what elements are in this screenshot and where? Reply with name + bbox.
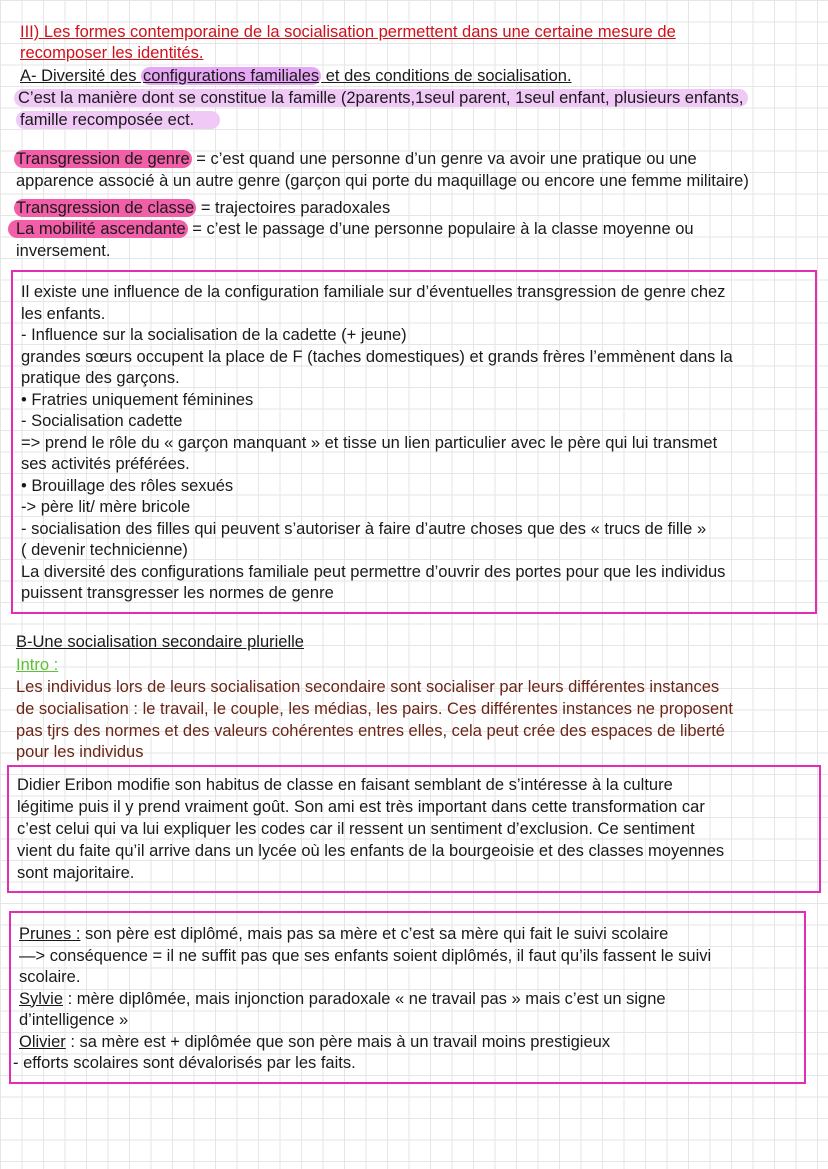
section-a-definition-line-1 <box>14 88 748 110</box>
intro-line: pour les individus <box>16 743 144 761</box>
box2-line: sont majoritaire. <box>17 864 135 882</box>
efforts-line: - efforts scolaires sont dévalorisés par les faits. <box>13 1054 356 1072</box>
box2-line: légitime puis il y prend vraiment goût. Son ami est très important dans cette transformation car <box>17 798 705 816</box>
intro-label: Intro : <box>16 656 59 674</box>
box1-line: ses activités préférées. <box>21 455 190 473</box>
section-b-heading: B-Une socialisation secondaire plurielle <box>16 633 304 651</box>
box1-line: - socialisation des filles qui peuvent s’autoriser à faire d’autre choses que des « trucs de fille » <box>21 519 707 538</box>
section-a-heading-post: et des conditions de socialisation. <box>321 67 572 85</box>
term-transgression-classe: Transgression de classe <box>16 199 195 217</box>
def-mobilite-text: = c’est le passage d’une personne populaire à la classe moyenne ou <box>187 220 694 238</box>
box1-line: -> père lit/ mère bricole <box>21 498 191 516</box>
intro-line: Les individus lors de leurs socialisation secondaire sont socialiser par leurs différentes instances <box>16 678 720 696</box>
olivier-text: : sa mère est + diplômée que son père mais à un travail moins prestigieux <box>65 1032 611 1051</box>
section-a-definition-2-text: famille recomposée ect. <box>16 111 220 129</box>
def-genre-text: = c’est quand une personne d’un genre va avoir une pratique ou une <box>191 150 697 168</box>
prunes-name: Prunes : <box>19 925 81 943</box>
olivier-name: Olivier <box>19 1032 66 1051</box>
def-transgression-classe <box>14 198 390 220</box>
section-a-heading-pre: A- Diversité des <box>20 67 142 85</box>
box1-line: ( devenir technicienne) <box>21 541 188 559</box>
sylvie-line <box>19 989 666 1011</box>
consequence-line-1: —> conséquence = il ne suffit pas que ses enfants soient diplômés, il faut qu’ils fassent le suivi <box>19 946 712 965</box>
prunes-line <box>19 924 668 946</box>
note-box-configuration-familiale <box>11 270 817 614</box>
intro-line: pas tjrs des normes et des valeurs cohérentes entres elles, cela peut crée des espaces de liberté <box>16 722 725 740</box>
sylvie-text: : mère diplômée, mais injonction paradoxale « ne travail pas » mais c’est un signe <box>63 989 666 1008</box>
box1-line: • Brouillage des rôles sexués <box>21 476 234 495</box>
box2-line: vient du faite qu’il arrive dans un lycée où les enfants de la bourgeoisie et des classes moyennes <box>17 842 725 860</box>
box1-line: grandes sœurs occupent la place de F (taches domestiques) et grands frères l’emmènent dans la <box>21 347 733 366</box>
sylvie-name: Sylvie <box>19 989 64 1008</box>
box1-line: Il existe une influence de la configuration familiale sur d’éventuelles transgression de genre chez <box>21 283 726 301</box>
box1-line: - Socialisation cadette <box>21 412 183 430</box>
consequence-line-2: scolaire. <box>19 968 81 986</box>
box2-line: c’est celui qui va lui expliquer les codes car il ressent un sentiment d’exclusion. Ce sentiment <box>17 820 695 838</box>
def-classe-text: = trajectoires paradoxales <box>196 199 391 217</box>
box1-line: puissent transgresser les normes de genre <box>21 584 334 602</box>
def-mobilite-line-2: inversement. <box>16 242 111 260</box>
prunes-text: son père est diplômé, mais pas sa mère et c’est sa mère qui fait le suivi scolaire <box>80 925 669 943</box>
box1-line: les enfants. <box>21 304 106 323</box>
box1-line: - Influence sur la socialisation de la cadette (+ jeune) <box>21 326 407 344</box>
box1-line: pratique des garçons. <box>21 369 180 387</box>
term-transgression-genre: Transgression de genre <box>16 150 190 168</box>
def-transgression-genre <box>14 149 697 171</box>
section-a-definition-line-2 <box>16 110 220 132</box>
term-mobilite-ascendante: La mobilité ascendante <box>8 220 188 238</box>
note-box-didier-eribon <box>7 765 821 893</box>
box1-line: => prend le rôle du « garçon manquant » et tisse un lien particulier avec le père qui lui transmet <box>21 433 718 452</box>
box2-line: Didier Eribon modifie son habitus de classe en faisant semblant de s’intéresse à la culture <box>17 776 673 794</box>
def-genre-line-2: apparence associé à un autre genre (garçon qui porte du maquillage ou encore une femme militaire) <box>16 172 749 190</box>
section-a-definition-1-text: C’est la manière dont se constitue la famille (2parents,1seul parent, 1seul enfant, plusieurs enfants, <box>14 89 748 107</box>
olivier-line <box>19 1032 610 1054</box>
section-a-heading-highlight: configurations familiales <box>143 67 320 85</box>
def-mobilite <box>8 219 694 241</box>
section-title-line-1: III) Les formes contemporaine de la socialisation permettent dans une certaine mesure de <box>20 23 676 41</box>
note-box-exemples <box>9 911 806 1084</box>
section-title-line-2: recomposer les identités. <box>20 44 204 62</box>
sylvie-line-2: d’intelligence » <box>19 1011 129 1029</box>
section-a-heading <box>20 66 572 88</box>
box1-line: La diversité des configurations familiale peut permettre d’ouvrir des portes pour que les individus <box>21 562 726 581</box>
box1-line: • Fratries uniquement féminines <box>21 390 254 409</box>
intro-line: de socialisation : le travail, le couple, les médias, les pairs. Ces différentes instances ne proposent <box>16 700 733 718</box>
